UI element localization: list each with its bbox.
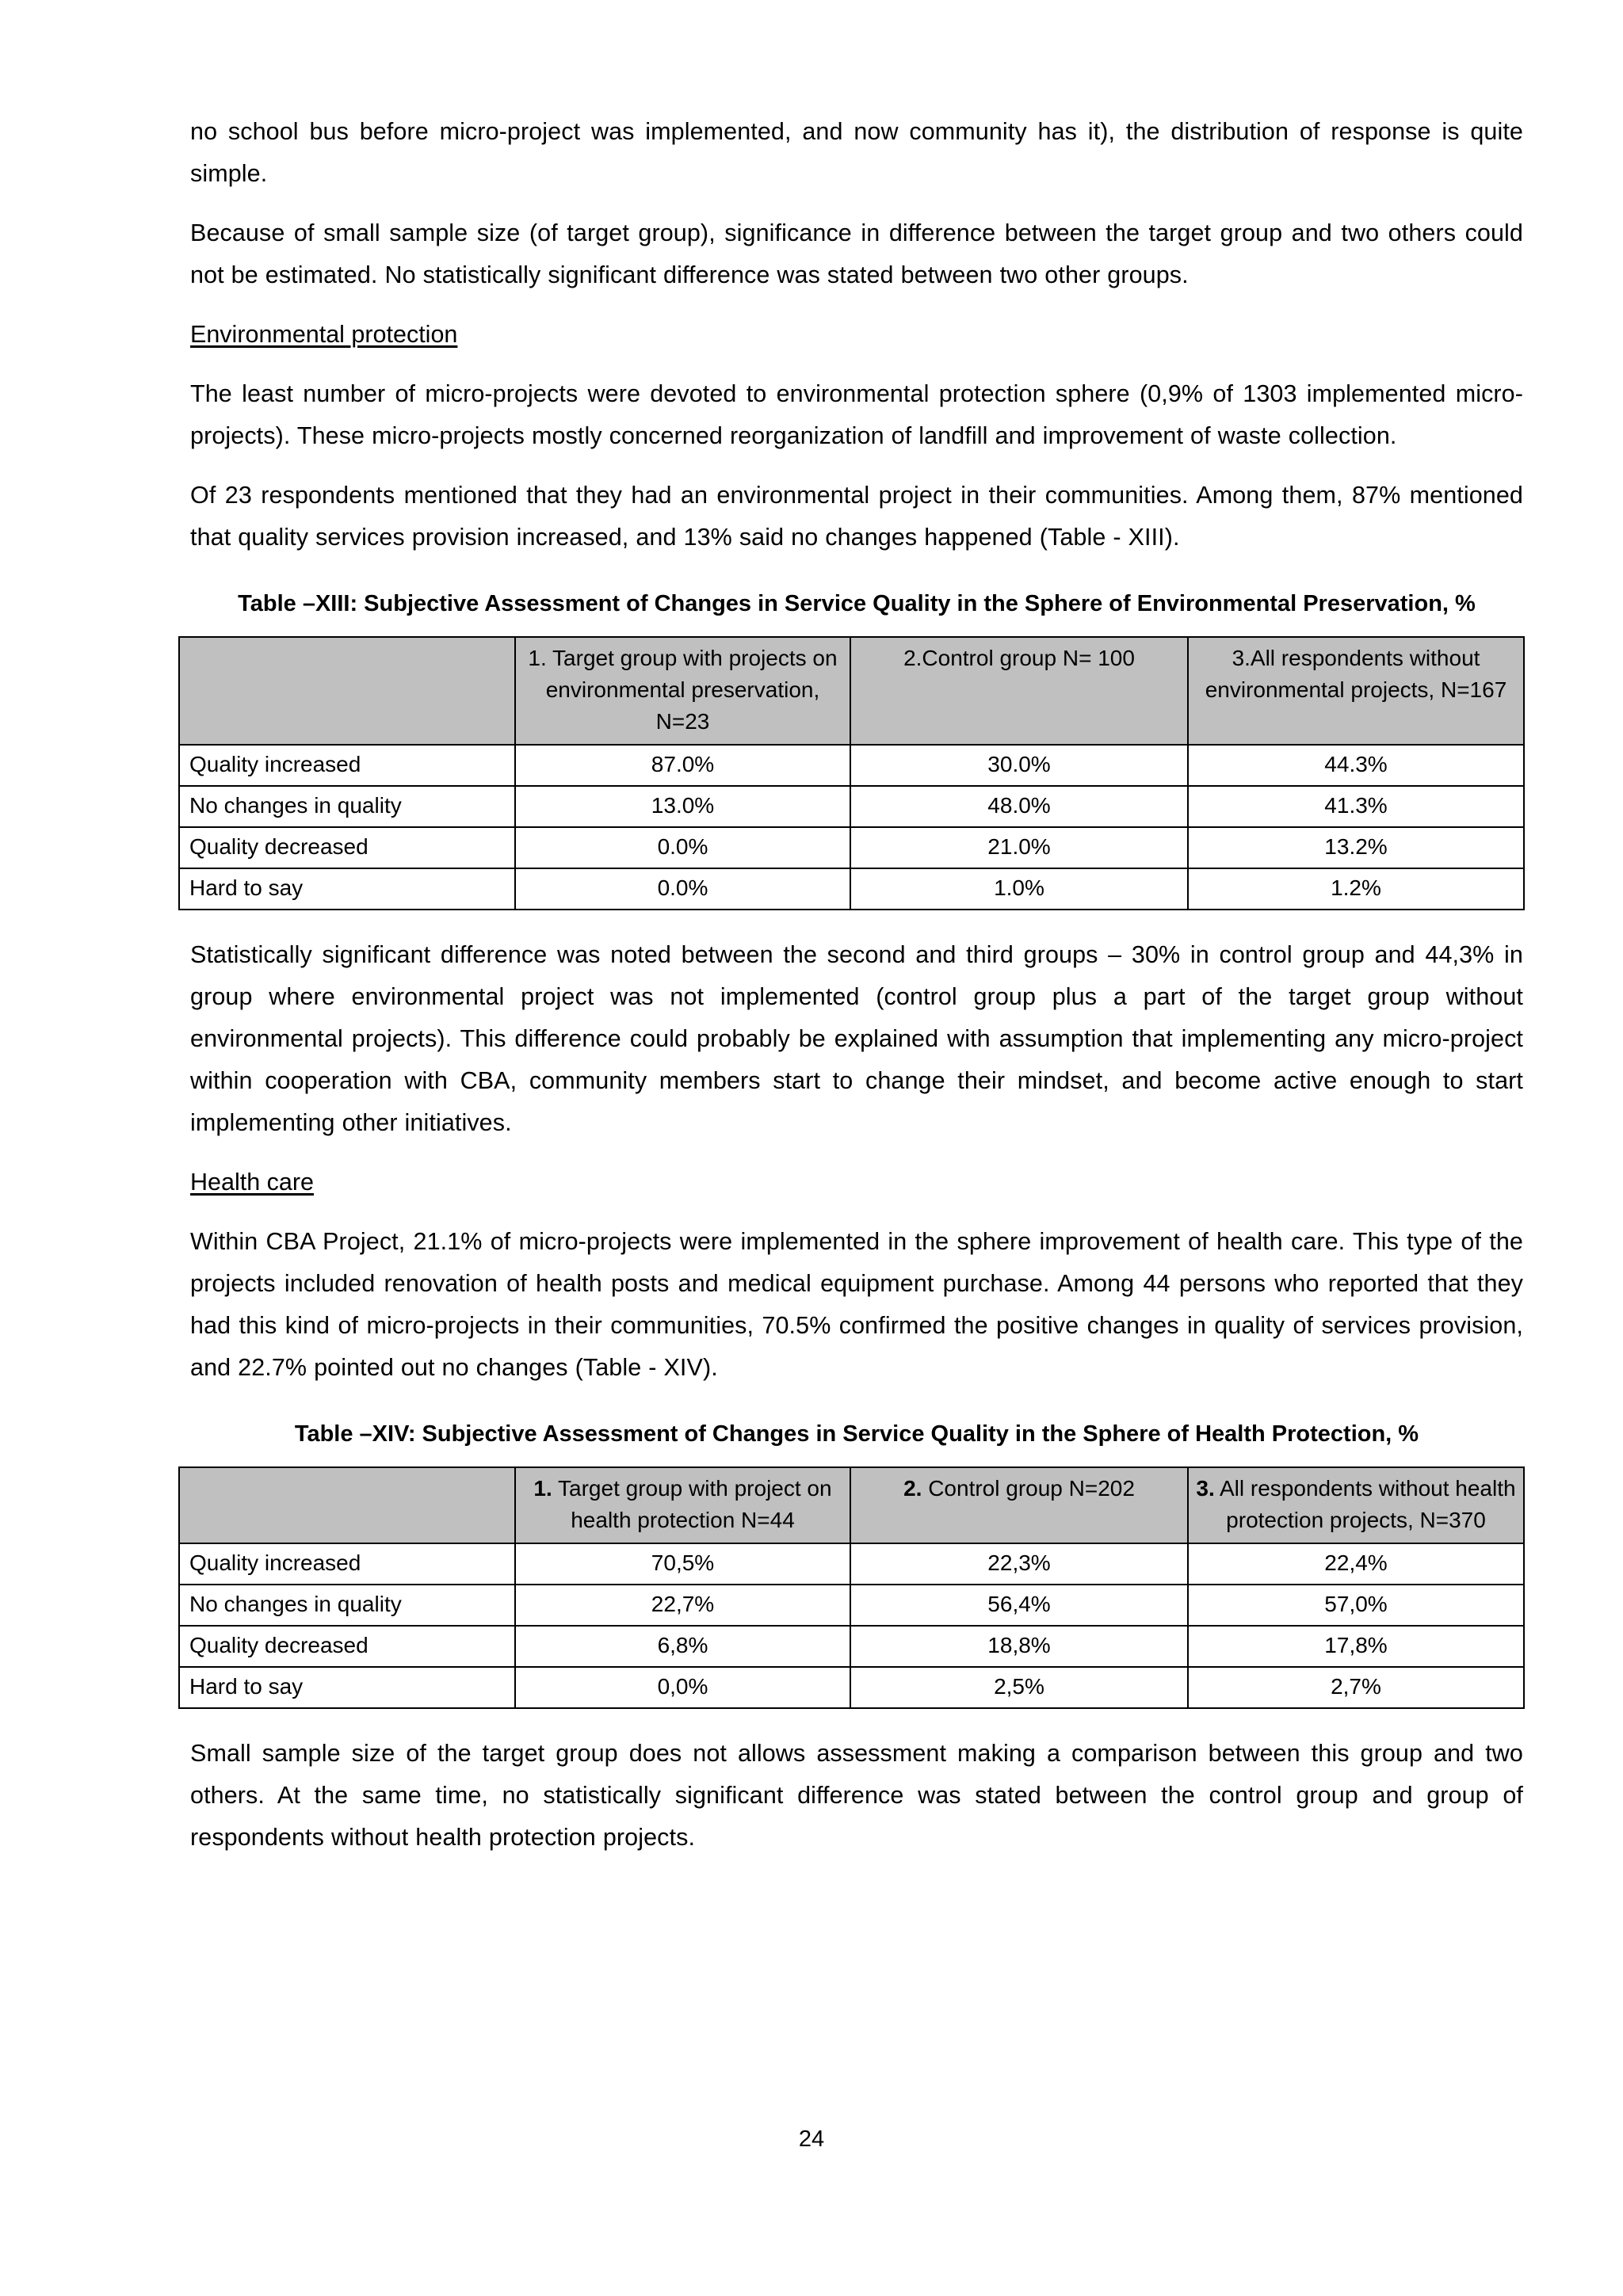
- table-row: [179, 1543, 1524, 1585]
- section-heading-label: Health care: [190, 1169, 314, 1196]
- table-14-row-0-col2: 22,3%: [850, 1543, 1188, 1585]
- spacer-after-table-14: [190, 1709, 1523, 1733]
- table-14-row-1-col3: 57,0%: [1188, 1585, 1524, 1626]
- table-13-row-3-label: Hard to say: [179, 868, 515, 910]
- table-13-row-3-col3: 1.2%: [1188, 868, 1524, 910]
- spacer-after-table-13: [190, 910, 1523, 934]
- paragraph-least-number-microprojects: The least number of micro-projects were devoted to environmental protection sphere (0,9% of 1303 implemented micro-projects). These micro-projects mostly concerned reorganization of landfill and improvement of waste collection.: [190, 380, 1523, 449]
- table-14-row-0-col3: 22,4%: [1188, 1543, 1524, 1585]
- table-row: [179, 1626, 1524, 1667]
- table-13-row-2-col3: 13.2%: [1188, 827, 1524, 868]
- table-13-row-0-col3: 44.3%: [1188, 745, 1524, 786]
- table-14-header-col3-number: 3.: [1196, 1476, 1215, 1501]
- table-14-row-2-col1: 6,8%: [515, 1626, 850, 1667]
- table-14-row-3-label: Hard to say: [179, 1667, 515, 1708]
- table-13-row-1-col1: 13.0%: [515, 786, 850, 827]
- paragraph-intro-continuation: no school bus before micro-project was implemented, and now community has it), the distribution of response is quite simple.: [190, 118, 1523, 187]
- table-13-row-3-col1: 0.0%: [515, 868, 850, 910]
- table-14-header-col2-number: 2.: [903, 1476, 922, 1501]
- table-13-header-corner: [179, 637, 515, 745]
- table-14-health-protection: [178, 1466, 1525, 1709]
- table-13-row-1-col3: 41.3%: [1188, 786, 1524, 827]
- paragraph-within-cba-project: Within CBA Project, 21.1% of micro-projects were implemented in the sphere improvement of health care. This type of the projects included renovation of health posts and medical equipment purchase. Among 44 persons who reported that they had this kind of micro-projects in their communities, 70.5% confirmed the positive changes in quality of services provision, and 22.7% pointed out no changes (Table - XIV).: [190, 1228, 1523, 1381]
- table-14-row-0-label: Quality increased: [179, 1543, 515, 1585]
- table-14-row-3-col2: 2,5%: [850, 1667, 1188, 1708]
- table-14-header-col3-text: All respondents without health protection projects, N=370: [1214, 1476, 1516, 1532]
- table-14-row-3-col1: 0,0%: [515, 1667, 850, 1708]
- table-14-row-0-col1: 70,5%: [515, 1543, 850, 1585]
- table-14-header-col3: [1188, 1467, 1524, 1543]
- table-13-header-col2: 2.Control group N= 100: [850, 637, 1188, 745]
- table-14-row-2-col2: 18,8%: [850, 1626, 1188, 1667]
- table-14-header-row: [179, 1467, 1524, 1543]
- table-13-row-2-label: Quality decreased: [179, 827, 515, 868]
- table-13-row-0-label: Quality increased: [179, 745, 515, 786]
- table-row: [179, 745, 1524, 786]
- paragraph-of-23-respondents: Of 23 respondents mentioned that they had an environmental project in their communities. Among them, 87% mentioned that quality services provision increased, and 13% said no changes happened (Table - XIII).: [190, 482, 1523, 551]
- section-heading-label: Environmental protection: [190, 321, 458, 348]
- table-row: [179, 1667, 1524, 1708]
- table-13-row-1-col2: 48.0%: [850, 786, 1188, 827]
- section-heading-environmental-protection: [190, 314, 1523, 356]
- table-13-header-col1: 1. Target group with projects on environmental preservation, N=23: [515, 637, 850, 745]
- table-13-row-0-col2: 30.0%: [850, 745, 1188, 786]
- table-13-environmental-preservation: [178, 636, 1525, 910]
- section-heading-health-care: [190, 1161, 1523, 1203]
- table-row: [179, 786, 1524, 827]
- table-14-header-col1: [515, 1467, 850, 1543]
- table-row: [179, 868, 1524, 910]
- table-14-row-2-col3: 17,8%: [1188, 1626, 1524, 1667]
- table-14-row-1-label: No changes in quality: [179, 1585, 515, 1626]
- table-13-row-2-col1: 0.0%: [515, 827, 850, 868]
- table-14-row-3-col3: 2,7%: [1188, 1667, 1524, 1708]
- table-14-header-col2-text: Control group N=202: [922, 1476, 1135, 1501]
- table-14-header-corner: [179, 1467, 515, 1543]
- table-13-row-1-label: No changes in quality: [179, 786, 515, 827]
- table-14-caption: Table –XIV: Subjective Assessment of Changes in Service Quality in the Sphere of Health Protection, %: [294, 1421, 1419, 1447]
- table-13-header-col3: 3.All respondents without environmental projects, N=167: [1188, 637, 1524, 745]
- paragraph-statistically-significant: Statistically significant difference was noted between the second and third groups – 30% in control group and 44,3% in group where environmental project was not implemented (control group plus a part of the target group without environmental projects). This difference could probably be explained with assumption that implementing any micro-project within cooperation with CBA, community members start to change their mindset, and become active enough to start implementing other initiatives.: [190, 941, 1523, 1136]
- table-14-header-col1-number: 1.: [533, 1476, 552, 1501]
- table-13-header-row: [179, 637, 1524, 745]
- table-row: [179, 1585, 1524, 1626]
- table-14-row-1-col1: 22,7%: [515, 1585, 850, 1626]
- table-14-header-col1-text: Target group with project on health protection N=44: [552, 1476, 832, 1532]
- paragraph-small-sample-size: Small sample size of the target group does not allows assessment making a comparison between this group and two others. At the same time, no statistically significant difference was stated between the control group and group of respondents without health protection projects.: [190, 1740, 1523, 1851]
- table-13-row-0-col1: 87.0%: [515, 745, 850, 786]
- table-13-caption: Table –XIII: Subjective Assessment of Changes in Service Quality in the Sphere of Environmental Preservation, %: [238, 591, 1476, 616]
- table-14-header-col2: [850, 1467, 1188, 1543]
- page-number: 24: [798, 2126, 825, 2152]
- table-13-row-3-col2: 1.0%: [850, 868, 1188, 910]
- paragraph-sample-size: Because of small sample size (of target group), significance in difference between the target group and two others could not be estimated. No statistically significant difference was stated between two other groups.: [190, 219, 1523, 288]
- table-row: [179, 827, 1524, 868]
- table-13-row-2-col2: 21.0%: [850, 827, 1188, 868]
- table-14-row-1-col2: 56,4%: [850, 1585, 1188, 1626]
- table-14-row-2-label: Quality decreased: [179, 1626, 515, 1667]
